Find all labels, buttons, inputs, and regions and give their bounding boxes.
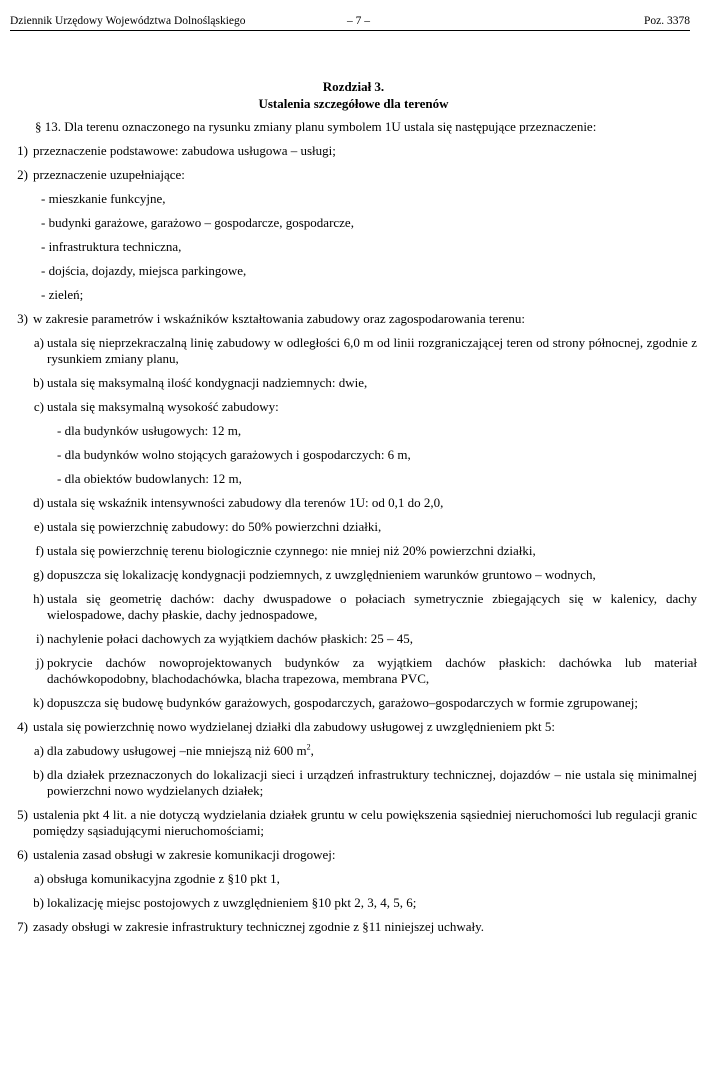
sub-item [10,631,697,647]
sub-item-text: pokrycie dachów nowoprojektowanych budynków za wyjątkiem dachów płaskich: dachówka lub materiał dachówkopodobny, blachodachówka, blacha trapezowa, membrana PVC, [47,655,697,686]
sub-item [10,743,697,759]
chapter-number: Rozdział 3. [322,79,385,94]
sub-item-text: nachylenie połaci dachowych za wyjątkiem dachów płaskich: 25 – 45, [47,631,414,646]
chapter-title: Ustalenia szczegółowe dla terenów [258,96,449,111]
page-header [10,10,690,31]
sub-item [10,495,697,511]
sub-item [10,591,697,623]
dash-item: - infrastruktura techniczna, [41,239,182,254]
superscript: 2 [306,742,311,752]
list-item [10,311,697,327]
item-label: 2) [17,167,28,182]
sub-item-text: dla działek przeznaczonych do lokalizacji sieci i urządzeń infrastruktury technicznej, dojazdów – nie ustala się minimalnej powierzchni nowo wydzielanych działek; [47,767,697,798]
sub-item [10,399,697,415]
sub-item-text [47,743,697,759]
sub-item-label: b) [33,767,44,782]
list-item [10,847,697,863]
section-13 [10,119,697,135]
sub-item [10,695,697,711]
sub-item-label: a) [33,871,44,886]
sub-item-label: f) [35,543,44,558]
sub-item-text: dopuszcza się budowę budynków garażowych, gospodarczych, garażowo–gospodarczych w formie zgrupowanej; [47,695,638,710]
sub-item-text: ustala się wskaźnik intensywności zabudowy dla terenów 1U: od 0,1 do 2,0, [47,495,444,510]
list-item [10,143,697,159]
sub-item-text-tail: , [310,743,314,758]
sub-item-label: j) [36,655,44,670]
dash-item: - dojścia, dojazdy, miejsca parkingowe, [41,263,247,278]
sub-item [10,895,697,911]
item-text: w zakresie parametrów i wskaźników kształtowania zabudowy oraz zagospodarowania terenu: [33,311,526,326]
sub-item-text: ustala się geometrię dachów: dachy dwuspadowe o połaciach symetrycznie zbiegających się w kalenicy, dachy wielospadowe, dachy płaskie, dachy jednospadowe, [47,591,697,622]
item-text: ustalenia zasad obsługi w zakresie komunikacji drogowej: [33,847,336,862]
page-number: – 7 – [347,15,370,27]
sub-item-text: ustala się powierzchnię terenu biologicznie czynnego: nie mniej niż 20% powierzchni działki, [47,543,536,558]
sub-item-text-main: dla zabudowy usługowej –nie mniejszą niż 600 m [47,743,307,758]
sub-item-text: lokalizację miejsc postojowych z uwzględnieniem §10 pkt 2, 3, 4, 5, 6; [47,895,417,910]
document-body [10,78,697,935]
dash-item: - zieleń; [41,287,84,302]
sub-item-label: a) [33,335,44,350]
sub-item-text: obsługa komunikacyjna zgodnie z §10 pkt 1, [47,871,280,886]
item-text: przeznaczenie podstawowe: zabudowa usługowa – usługi; [33,143,336,158]
sub-item-label: e) [33,519,44,534]
sub-item-label: k) [33,695,44,710]
sub-item-label: h) [33,591,44,606]
sub-item-label: g) [33,567,44,582]
sub-item-label: a) [33,743,44,758]
sub-item [10,871,697,887]
item-label: 4) [17,719,28,734]
sub-item-text: ustala się maksymalną ilość kondygnacji nadziemnych: dwie, [47,375,368,390]
sub-item [10,567,697,583]
sub-item-label: c) [33,399,44,414]
dash-item: - budynki garażowe, garażowo – gospodarcze, gospodarcze, [41,215,354,230]
list-item [10,167,697,183]
sub-item-text: ustala się powierzchnię zabudowy: do 50% powierzchni działki, [47,519,382,534]
item-label: 1) [17,143,28,158]
item-text: przeznaczenie uzupełniające: [33,167,185,182]
item-label: 3) [17,311,28,326]
section-text: Dla terenu oznaczonego na rysunku zmiany planu symbolem 1U ustala się następujące przeznaczenie: [64,119,597,134]
position-number: Poz. 3378 [644,15,690,27]
list-item [10,807,697,839]
item-text: zasady obsługi w zakresie infrastruktury technicznej zgodnie z §11 niniejszej uchwały. [33,919,484,934]
item-label: 7) [17,919,28,934]
journal-title: Dziennik Urzędowy Województwa Dolnośląskiego [10,15,246,27]
sub-item-text: ustala się nieprzekraczalną linię zabudowy w odległości 6,0 m od linii rozgraniczającej teren od strony północnej, zgodnie z rysunkiem zmiany planu, [47,335,697,366]
item-label: 6) [17,847,28,862]
sub-item [10,543,697,559]
dash-item: - dla obiektów budowlanych: 12 m, [57,471,242,486]
list-item [10,719,697,735]
item-label: 5) [17,807,28,822]
item-text: ustala się powierzchnię nowo wydzielanej działki dla zabudowy usługowej z uwzględnieniem pkt 5: [33,719,556,734]
dash-item: - dla budynków wolno stojących garażowych i gospodarczych: 6 m, [57,447,411,462]
dash-item: - mieszkanie funkcyjne, [41,191,166,206]
item-text: ustalenia pkt 4 lit. a nie dotyczą wydzielania działek gruntu w celu powiększenia sąsiedniej nieruchomości lub regulacji granic pomiędzy sąsiadującymi nieruchomościami; [33,807,697,838]
sub-item [10,375,697,391]
sub-item-text: dopuszcza się lokalizację kondygnacji podziemnych, z uwzględnieniem warunków gruntowo – wodnych, [47,567,596,582]
sub-item [10,519,697,535]
sub-item [10,767,697,799]
sub-item [10,335,697,367]
sub-item [10,655,697,687]
sub-item-label: b) [33,375,44,390]
sub-item-text: ustala się maksymalną wysokość zabudowy: [47,399,279,414]
sub-item-label: b) [33,895,44,910]
section-mark: § 13. [35,119,61,134]
list-item [10,919,697,935]
sub-item-label: d) [33,495,44,510]
dash-item: - dla budynków usługowych: 12 m, [57,423,242,438]
sub-item-label: i) [36,631,44,646]
